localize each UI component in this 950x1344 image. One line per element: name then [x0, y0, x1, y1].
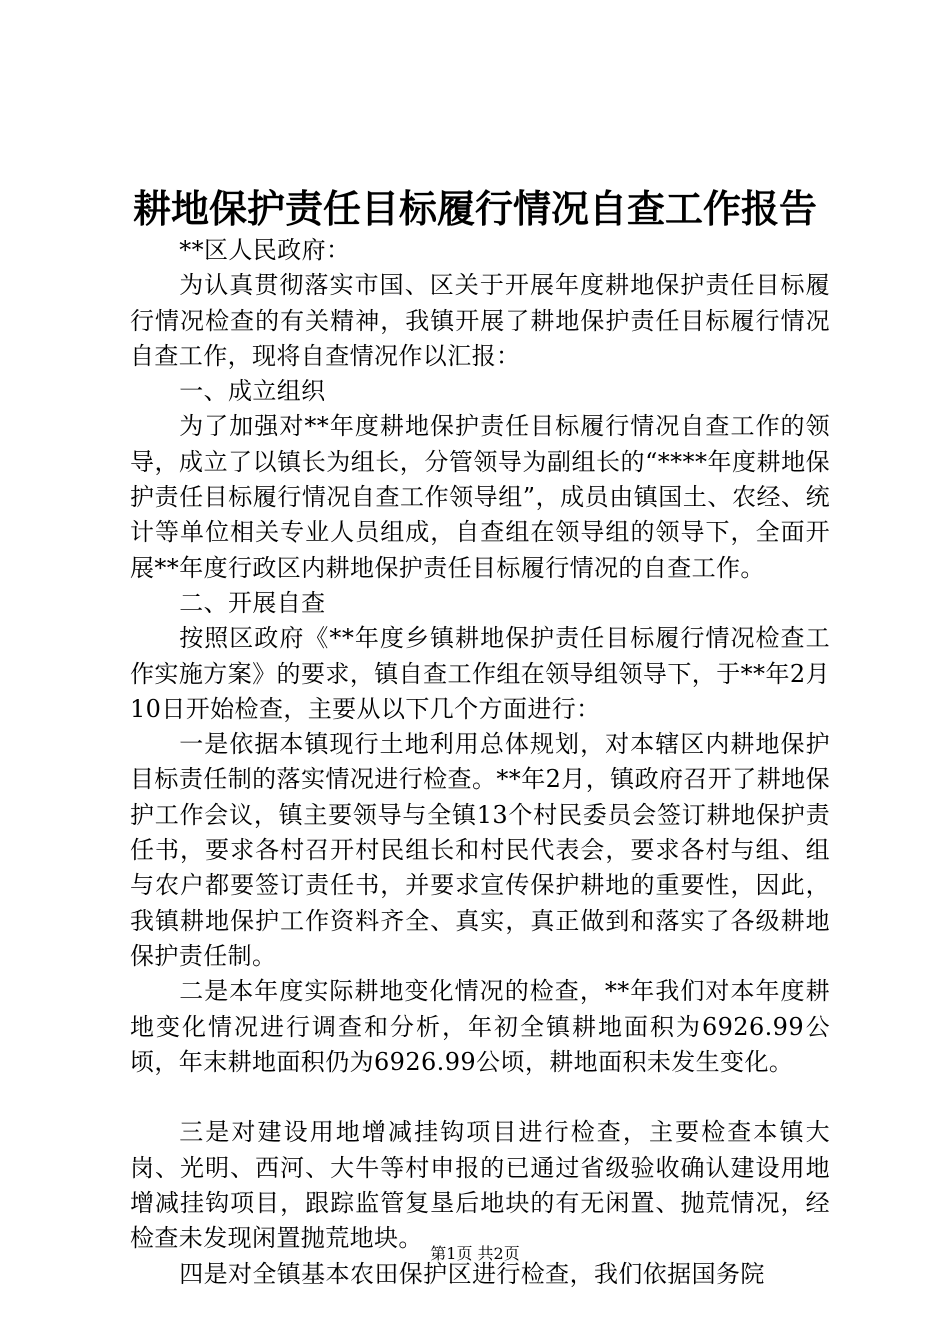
paragraph-intro: 为认真贯彻落实市国、区关于开展年度耕地保护责任目标履行情况检查的有关精神，我镇开展了耕地保护责任目标履行情况自查工作，现将自查情况作以汇报： — [130, 271, 830, 370]
paragraph-item-3: 三是对建设用地增减挂钩项目进行检查，主要检查本镇大岗、光明、西河、大牛等村申报的已通过省级验收确认建设用地增减挂钩项目，跟踪监管复垦后地块的有无闲置、抛荒情况，经检查未发现闲置抛荒地块。 — [130, 1118, 830, 1253]
page-footer: 第1页 共2页 — [430, 1244, 520, 1263]
paragraph-self-check: 按照区政府《**年度乡镇耕地保护责任目标履行情况检查工作实施方案》的要求，镇自查工作组在领导组领导下，于**年2月10日开始检查，主要从以下几个方面进行： — [130, 624, 830, 723]
salutation: **区人民政府： — [179, 236, 351, 264]
document-title: 耕地保护责任目标履行情况自查工作报告 — [132, 187, 817, 231]
paragraph-item-4: 四是对全镇基本农田保护区进行检查，我们依据国务院 — [179, 1259, 765, 1288]
section-heading-2: 二、开展自查 — [179, 588, 326, 617]
paragraph-organization: 为了加强对**年度耕地保护责任目标履行情况自查工作的领导，成立了以镇长为组长，分管领导为副组长的“****年度耕地保护责任目标履行情况自查工作领导组”，成员由镇国土、农经、统计等单位相关专业人员组成，自查组在领导组的领导下，全面开展**年度行政区内耕地保护责任目标履行情况的自查工作。 — [130, 412, 830, 582]
paragraph-item-1: 一是依据本镇现行土地利用总体规划，对本辖区内耕地保护目标责任制的落实情况进行检查。**年2月，镇政府召开了耕地保护工作会议，镇主要领导与全镇13个村民委员会签订耕地保护责任书，要求各村召开村民组长和村民代表会，要求各村与组、组与农户都要签订责任书，并要求宣传保护耕地的重要性，因此，我镇耕地保护工作资料齐全、真实，真正做到和落实了各级耕地保护责任制。 — [130, 730, 830, 970]
document-body — [130, 233, 830, 1292]
blank-line — [130, 1080, 830, 1115]
paragraph-item-2: 二是本年度实际耕地变化情况的检查，**年我们对本年度耕地变化情况进行调查和分析，年初全镇耕地面积为6926.99公顷，年末耕地面积仍为6926.99公顷，耕地面积未发生变化。 — [130, 977, 830, 1076]
section-heading-1: 一、成立组织 — [179, 377, 326, 406]
